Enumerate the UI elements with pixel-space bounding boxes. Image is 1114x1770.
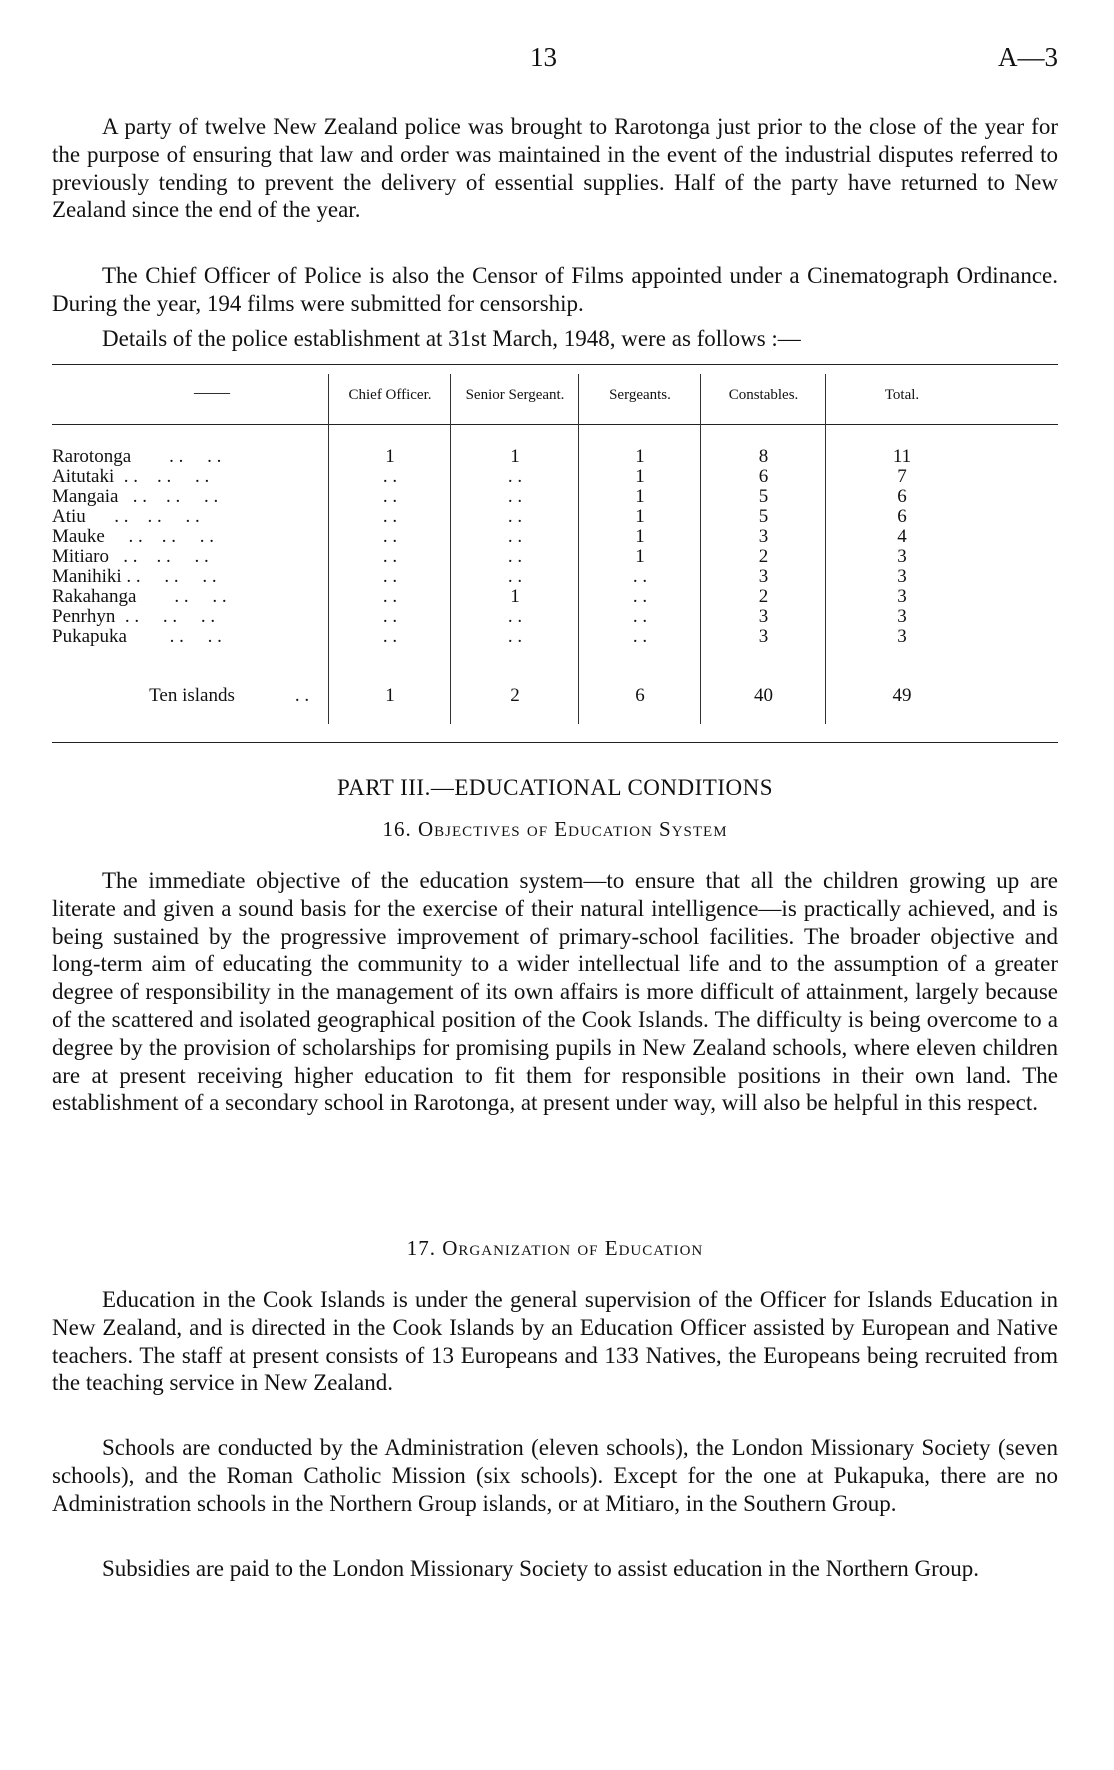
paragraph-censor: The Chief Officer of Police is also the Censor of Films appointed under a Cinematograph Ordinance. During the year, 194 films were submitted for censorship. — [52, 263, 1058, 316]
police-establishment-table: —— Chief Officer. Senior Sergeant. Sergeants. Constables. Total. Rarotonga . . . . 1 1 1 8 11 Aitutaki . . . . . . . . . . 1 6 7 Mangaia . . . . . . . . . . 1 5 6 Atiu . . . . . . . . . . 1 5 6 Mauke . . . . . . . . . . 1 3 4 Mitiaro . . . . . . . . . . 1 2 3 Manihiki . . . . . . . . . . . . 3 3 Rakahanga . . . . . . 1 . . 2 3 Penrhyn . . . . . . . . . . . . 3 3 Pukapuka . . . . . . . . . . 3 3 Ten islands . . 1 2 6 40 49 — [52, 362, 1058, 747]
paragraph-schools: Schools are conducted by the Administration (eleven schools), the London Missionary Society (seven schools), and the Roman Catholic Mission (six schools). Except for the one at Pukapuka, there are no Administration schools in the Northern Group islands, or at Mitiaro, in the Southern Group. — [52, 1435, 1058, 1516]
total-label: Ten islands — [149, 685, 235, 706]
row-island-name: Rarotonga . . . . — [52, 446, 222, 467]
document-reference: A—3 — [998, 42, 1058, 72]
part-heading: PART III.—EDUCATIONAL CONDITIONS — [336, 775, 774, 800]
page-header — [52, 42, 1058, 82]
row-island-name: Mitiaro . . . . . . — [52, 546, 209, 567]
row-island-name: Pukapuka . . . . — [52, 626, 222, 647]
paragraph-police-party: A party of twelve New Zealand police was brought to Rarotonga just prior to the close of the year for the purpose of ensuring that law and order was maintained in the event of the industrial disputes referred to previously tending to prevent the delivery of essential supplies. Half of the party have returned to New Zealand since the end of the year. — [52, 114, 1058, 223]
paragraph-details: Details of the police establishment at 31st March, 1948, were as follows :— — [102, 326, 801, 351]
header-total: Total. — [884, 387, 920, 403]
row-island-name: Penrhyn . . . . . . — [52, 606, 216, 627]
table-header-rule — [52, 424, 1058, 425]
header-sergeants: Sergeants. — [609, 387, 671, 403]
page-number: 13 — [530, 42, 557, 72]
paragraph-objectives: The immediate objective of the education system—to ensure that all the children growing up are literate and given a sound basis for the exercise of their natural intelligence—is practically achieved, and is being sustained by the progressive improvement of primary-school facilities. The broader objective and long-term aim of educating the community to a wider intellectual life and to the assumption of a greater degree of responsibility in the management of its own affairs is more difficult of attainment, largely because of the scattered and isolated geographical position of the Cook Islands. The difficulty is being overcome to a degree by the provision of scholarships for promising pupils in New Zealand schools, where eleven children are at present receiving higher education to fit them for responsible positions in their own land. The establishment of a secondary school in Rarotonga, at present under way, will also be helpful in this respect. — [52, 868, 1058, 1116]
section-heading-16: 16. Objectives of Education System — [382, 817, 728, 841]
row-island-name: Atiu . . . . . . — [52, 506, 200, 527]
table-bottom-rule — [52, 742, 1058, 743]
paragraph-subsidies: Subsidies are paid to the London Missionary Society to assist education in the Northern Group. — [102, 1556, 980, 1581]
row-island-name: Mauke . . . . . . — [52, 526, 215, 547]
row-island-name: Rakahanga . . . . — [52, 586, 227, 607]
row-island-name: Aitutaki . . . . . . — [52, 466, 210, 487]
header-senior-sergeant: Senior Sergeant. — [465, 387, 565, 403]
row-island-name: Manihiki . . . . . . — [52, 566, 217, 587]
row-island-name: Mangaia . . . . . . — [52, 486, 219, 507]
header-constables: Constables. — [728, 387, 799, 403]
header-chief-officer: Chief Officer. — [348, 387, 432, 403]
table-top-rule — [52, 364, 1058, 365]
paragraph-organization: Education in the Cook Islands is under the general supervision of the Officer for Islands Education in New Zealand, and is directed in the Cook Islands by an Education Officer assisted by European and Native teachers. The staff at present consists of 13 Europeans and 133 Natives, the Europeans being recruited from the teaching service in New Zealand. — [52, 1287, 1058, 1396]
section-heading-17: 17. Organization of Education — [406, 1236, 704, 1260]
header-blank: —— — [194, 382, 230, 402]
